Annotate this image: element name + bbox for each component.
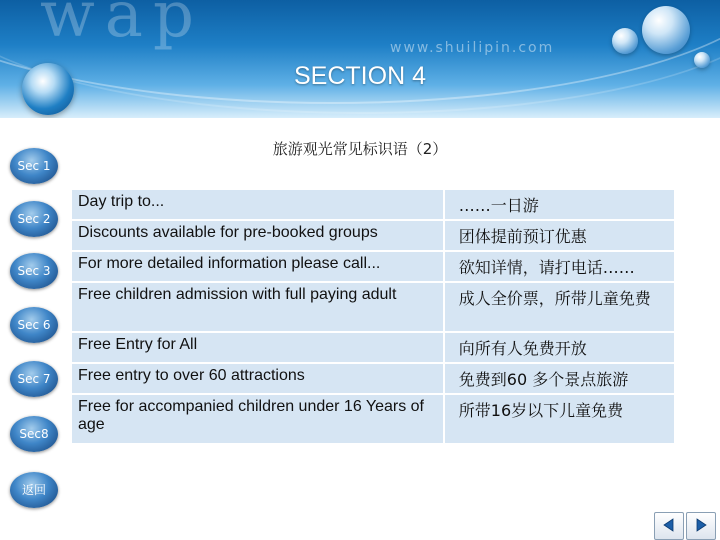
chinese-phrase: 欲知详情，请打电话…… [443, 252, 674, 281]
nav-label: Sec 6 [17, 318, 51, 332]
table-row [72, 395, 674, 443]
page-title: SECTION 4 [294, 62, 426, 90]
chinese-phrase: 团体提前预订优惠 [443, 221, 674, 250]
nav-button-sec-7[interactable] [10, 361, 58, 397]
phrase-table [72, 188, 674, 445]
nav-label: Sec 3 [17, 264, 51, 278]
watermark-text: wap [40, 0, 204, 52]
prev-arrow-icon [661, 517, 677, 533]
chinese-phrase: 成人全价票，所带儿童免费 [443, 283, 674, 331]
chinese-phrase: 免费到60 多个景点旅游 [443, 364, 674, 393]
english-phrase: Day trip to... [72, 190, 443, 219]
back-button[interactable] [10, 472, 58, 508]
english-phrase: Free entry to over 60 attractions [72, 364, 443, 393]
chinese-phrase: 向所有人免费开放 [443, 333, 674, 362]
table-row [72, 252, 674, 281]
nav-button-sec-8[interactable] [10, 416, 58, 452]
slide-subtitle: 旅游观光常见标识语（2） [272, 140, 448, 158]
table-row [72, 333, 674, 362]
next-arrow-icon [693, 517, 709, 533]
prev-slide-button[interactable] [654, 512, 684, 540]
nav-label: Sec 2 [17, 212, 51, 226]
nav-label: Sec 1 [17, 159, 51, 173]
next-slide-button[interactable] [686, 512, 716, 540]
english-phrase: Free for accompanied children under 16 Years of age [72, 395, 443, 443]
back-label: 返回 [21, 483, 46, 497]
table-row [72, 364, 674, 393]
nav-button-sec-1[interactable] [10, 148, 58, 184]
nav-label: Sec 7 [17, 372, 51, 386]
chinese-phrase: ……一日游 [443, 190, 674, 219]
chinese-phrase: 所带16岁以下儿童免费 [443, 395, 674, 443]
table-row [72, 221, 674, 250]
decorative-orb [642, 6, 690, 54]
english-phrase: Free Entry for All [72, 333, 443, 362]
english-phrase: Free children admission with full paying adult [72, 283, 443, 331]
english-phrase: For more detailed information please call... [72, 252, 443, 281]
table-row [72, 190, 674, 219]
nav-button-sec-6[interactable] [10, 307, 58, 343]
header-banner [0, 0, 720, 118]
watermark-small-text: www.shuilipin.com [390, 40, 555, 56]
table-row [72, 283, 674, 331]
english-phrase: Discounts available for pre-booked groups [72, 221, 443, 250]
nav-label: Sec8 [19, 427, 49, 441]
nav-button-sec-3[interactable] [10, 253, 58, 289]
decorative-orb [612, 28, 638, 54]
nav-button-sec-2[interactable] [10, 201, 58, 237]
